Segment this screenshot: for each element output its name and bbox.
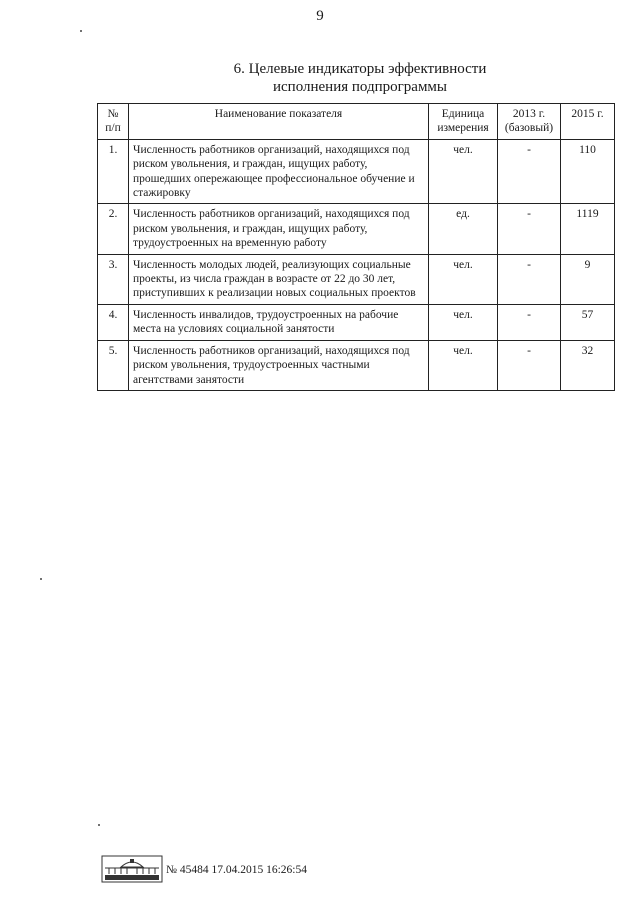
row-indicator-name: Численность работников организаций, находящихся под риском увольнения, трудоустроенных частными агентствами занятости: [129, 340, 429, 390]
row-target-value: 1119: [561, 204, 615, 254]
row-target-value: 57: [561, 304, 615, 340]
table-row: [98, 304, 615, 340]
row-unit: чел.: [429, 139, 498, 204]
indicators-table: [97, 103, 615, 391]
section-title: [100, 60, 620, 96]
section-title-line-1: 6. Целевые индикаторы эффективности: [233, 61, 487, 77]
row-number: 3.: [98, 254, 129, 304]
section-title-line-2: исполнения подпрограммы: [272, 79, 448, 95]
scan-speck: [80, 30, 82, 32]
row-unit: чел.: [429, 340, 498, 390]
header-indicator-name: Наименование показателя: [129, 104, 429, 140]
row-number: 2.: [98, 204, 129, 254]
table-row: [98, 204, 615, 254]
scan-speck: [40, 578, 42, 580]
table-row: [98, 254, 615, 304]
row-indicator-name: Численность работников организаций, находящихся под риском увольнения, и граждан, ищущих работу, прошедших опережающее профессиональное обучение и стажировку: [129, 139, 429, 204]
row-indicator-name: Численность работников организаций, находящихся под риском увольнения, и граждан, ищущих работу, трудоустроенных на временную работу: [129, 204, 429, 254]
document-registration-number: № 45484 17.04.2015 16:26:54: [166, 864, 307, 876]
row-target-value: 32: [561, 340, 615, 390]
row-unit: чел.: [429, 254, 498, 304]
header-number: № п/п: [98, 104, 129, 140]
row-base-value: -: [498, 304, 561, 340]
row-base-value: -: [498, 139, 561, 204]
row-base-value: -: [498, 254, 561, 304]
row-unit: чел.: [429, 304, 498, 340]
header-base-year: 2013 г. (базовый): [498, 104, 561, 140]
row-unit: ед.: [429, 204, 498, 254]
table-header-row: [98, 104, 615, 140]
header-target-year: 2015 г.: [561, 104, 615, 140]
row-number: 4.: [98, 304, 129, 340]
table-row: [98, 139, 615, 204]
row-base-value: -: [498, 340, 561, 390]
row-target-value: 9: [561, 254, 615, 304]
row-indicator-name: Численность инвалидов, трудоустроенных на рабочие места на условиях социальной занятости: [129, 304, 429, 340]
row-base-value: -: [498, 204, 561, 254]
row-indicator-name: Численность молодых людей, реализующих социальные проекты, из числа граждан в возрасте от 22 до 30 лет, приступивших к реализации новых социальных проектов: [129, 254, 429, 304]
row-number: 1.: [98, 139, 129, 204]
scan-speck: [98, 824, 100, 826]
row-number: 5.: [98, 340, 129, 390]
table-row: [98, 340, 615, 390]
row-target-value: 110: [561, 139, 615, 204]
header-unit: Единица измерения: [429, 104, 498, 140]
registry-stamp-logo: [101, 855, 163, 883]
page-number: 9: [316, 8, 324, 24]
